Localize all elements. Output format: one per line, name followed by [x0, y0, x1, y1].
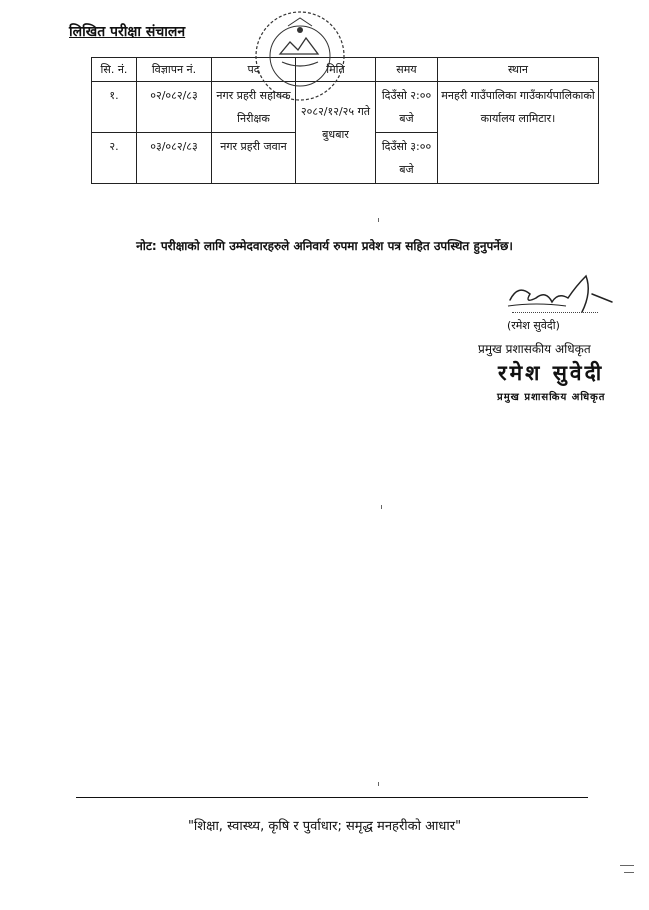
section-title: लिखित परीक्षा संचालन	[69, 24, 186, 40]
cell-time: दिउँसो २:०० बजे	[376, 82, 438, 133]
cell-sn: २.	[92, 133, 137, 184]
cell-post: नगर प्रहरी जवान	[212, 133, 296, 184]
scan-speck	[620, 865, 634, 866]
note-text: नोट: परीक्षाको लागि उम्मेदवारहरुले अनिवार्य रुपमा प्रवेश पत्र सहित उपस्थित हुनुपर्नेछ।	[136, 239, 513, 253]
municipality-seal	[252, 8, 348, 104]
scan-speck	[378, 782, 379, 786]
cell-ad-no: ०२/०८२/८३	[137, 82, 212, 133]
cell-date: २०८२/१२/२५ गते बुधबार	[296, 82, 376, 184]
signatory-title: प्रमुख प्रशासकीय अधिकृत	[478, 342, 591, 356]
footer-divider	[76, 797, 588, 798]
scan-speck	[624, 872, 634, 873]
signatory-name: (रमेश सुवेदी)	[507, 319, 560, 332]
header-ad-no: विज्ञापन नं.	[137, 58, 212, 82]
cell-venue: मनहरी गाउँपालिका गाउँकार्यपालिकाको कार्यालय लामिटार।	[438, 82, 599, 184]
footer-slogan: "शिक्षा, स्वास्थ्य, कृषि र पुर्वाधार; समृद्ध मनहरीको आधार"	[187, 819, 462, 834]
title-stamp: प्रमुख प्रशासकिय अधिकृत	[497, 392, 606, 403]
cell-post: नगर प्रहरी सहायक निरीक्षक	[212, 82, 296, 133]
header-time: समय	[376, 58, 438, 82]
signature-line	[512, 312, 598, 313]
cell-time: दिउँसो ३:०० बजे	[376, 133, 438, 184]
cell-sn: १.	[92, 82, 137, 133]
header-venue: स्थान	[438, 58, 599, 82]
header-post: पद	[212, 58, 296, 82]
handwritten-signature	[496, 268, 614, 324]
scan-speck	[378, 218, 379, 222]
header-sn: सि. नं.	[92, 58, 137, 82]
name-stamp: रमेश सुवेदी	[498, 361, 605, 385]
header-date: मिति	[296, 58, 376, 82]
scan-speck	[381, 505, 382, 509]
cell-ad-no: ०३/०८२/८३	[137, 133, 212, 184]
